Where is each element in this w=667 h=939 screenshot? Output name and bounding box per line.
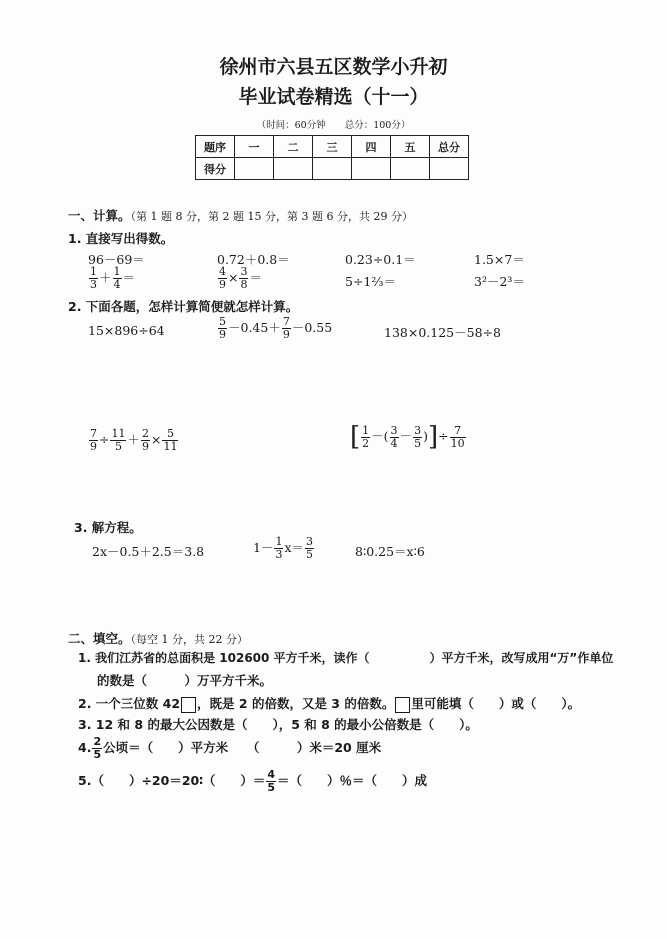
expr-text: －0.45＋ [228,320,281,335]
denominator: 9 [219,278,226,291]
q3-equation-3: 8∶0.25＝x∶6 [355,544,425,559]
denominator: 5 [93,748,102,761]
denominator: 3 [90,278,97,291]
section-1-title: 一、计算。 [68,208,131,223]
fraction [110,428,126,453]
denominator: 9 [282,328,290,341]
fill-text: ，既是 2 的倍数，又是 3 的倍数。 [197,696,395,711]
numerator: 2 [142,427,149,440]
score-table-cell: 得分 [196,158,235,180]
numerator: 5 [162,428,178,441]
numerator: 11 [111,427,126,440]
score-input-cell[interactable] [235,158,274,180]
q3-equation-1: 2x－0.5＋2.5＝3.8 [92,544,205,559]
fraction [92,736,102,761]
fill-text: 5.（ ）÷20＝20∶（ ）＝ [78,773,266,788]
fill-q4 [78,736,381,761]
q3-equation-2 [253,536,315,561]
denominator: 5 [414,436,422,450]
numerator: 4 [219,265,226,278]
fill-q1-line2: 的数是（ ）万平方千米。 [97,673,273,688]
numerator: 7 [450,425,466,438]
fraction [239,266,248,291]
expr-text: － [399,428,413,444]
fill-q2 [78,694,580,713]
numerator: 5 [219,315,226,328]
score-table-cell: 一 [235,136,274,158]
numerator: 3 [414,423,422,437]
expr-text: 1－ [253,540,274,555]
q2-expr-2 [217,316,332,341]
numerator: 7 [90,427,97,440]
denominator: 5 [114,440,122,453]
denominator: 10 [450,436,465,450]
operator: × [228,270,239,285]
operator: ＋ [99,270,112,285]
page-title: 徐州市六县五区数学小升初 [219,56,448,78]
q2-expr-4 [88,428,179,453]
numerator: 3 [240,265,248,278]
score-table [195,135,469,180]
expr-text: －( [371,428,389,444]
denominator: 4 [113,278,121,291]
score-input-cell[interactable] [430,158,469,180]
numerator: 1 [275,535,283,548]
operator: ＋ [127,432,140,447]
score-table-cell: 三 [313,136,352,158]
q1-label: 1. 直接写出得数。 [68,231,174,246]
numerator: 7 [282,315,290,328]
digit-box[interactable] [395,697,410,713]
fraction [89,266,98,291]
fraction [266,769,276,794]
fill-q5 [78,769,427,794]
numerator: 3 [390,423,398,437]
fill-text: ＝（ ）％＝（ ）成 [277,773,428,788]
fill-text: 4. [78,740,92,755]
section-2-title: 二、填空。 [68,631,131,646]
fraction [89,428,98,453]
fraction [413,425,422,450]
score-table-cell: 四 [352,136,391,158]
denominator: 3 [275,548,283,561]
fill-text: 公顷＝（ ）平方米 （ ）米＝20 厘米 [103,740,382,755]
q1-item: 0.23÷0.1＝ [345,252,416,267]
numerator: 1 [113,265,121,278]
numerator: 1 [90,265,97,278]
denominator: 5 [267,781,276,794]
denominator: 9 [219,328,226,341]
operator: × [151,432,162,447]
q1-item: 0.72＋0.8＝ [217,252,290,267]
denominator: 2 [362,436,370,450]
score-table-header-row [196,136,469,158]
fraction [361,425,370,450]
page-subtitle: 毕业试卷精选（十一） [238,86,429,108]
section-2-note: （每空 1 分，共 22 分） [130,633,248,646]
left-bracket: [ [350,422,361,452]
score-table-cell: 题序 [196,136,235,158]
q1-item-fraction-sum [88,266,135,291]
numerator: 3 [306,535,314,548]
score-input-cell[interactable] [391,158,430,180]
q2-expr-1: 15×896÷64 [88,323,165,338]
exam-info: （时间：60分钟 总分：100分） [256,120,411,131]
section-2-heading [68,629,248,647]
fill-text: 里可能填（ ）或（ ）。 [411,696,581,711]
q1-item: 5÷1⅔＝ [345,274,396,289]
numerator: 1 [362,423,370,437]
fraction [390,425,399,450]
denominator: 4 [390,436,398,450]
q2-label: 2. 下面各题，怎样计算简便就怎样计算。 [68,299,299,314]
fraction [450,425,466,450]
score-table-cell: 五 [391,136,430,158]
q1-item: 96－69＝ [88,252,145,267]
operator: ÷ [99,432,110,447]
numerator: 2 [93,735,102,748]
q2-expr-5 [350,422,467,452]
denominator: 9 [142,440,149,453]
score-table-cell: 二 [274,136,313,158]
fraction [305,536,314,561]
fraction [218,316,227,341]
denominator: 5 [306,548,314,561]
denominator: 9 [90,440,97,453]
q1-item-fraction-product [217,266,262,291]
expr-text: x＝ [284,540,305,555]
score-input-cell[interactable] [313,158,352,180]
score-input-cell[interactable] [352,158,391,180]
score-table-cell: 总分 [430,136,469,158]
numerator: 4 [267,768,276,781]
expr-text: ) [423,428,428,444]
q1-item: 1.5×7＝ [474,252,525,267]
denominator: 11 [163,440,178,453]
score-input-cell[interactable] [274,158,313,180]
fill-q3: 3. 12 和 8 的最大公因数是（ ），5 和 8 的最小公倍数是（ ）。 [78,717,478,732]
fraction [218,266,227,291]
fill-q1-line1: 1. 我们江苏省的总面积是 102600 平方千米，读作（ ）平方千米，改写成用“万”作单位 [78,651,614,665]
q1-item: 3²－2³＝ [474,274,525,289]
fraction [282,316,291,341]
fraction [141,428,150,453]
equals: ＝ [249,270,262,285]
score-table-score-row [196,158,469,180]
section-1-note: （第 1 题 8 分，第 2 题 15 分，第 3 题 6 分，共 29 分） [130,210,413,223]
q3-label: 3. 解方程。 [74,520,142,535]
section-1-heading [68,206,413,224]
fill-text: 2. 一个三位数 42 [78,696,181,711]
q2-expr-3: 138×0.125－58÷8 [384,325,501,340]
fraction [274,536,283,561]
fraction [162,428,178,453]
expr-text: －0.55 [291,320,333,335]
fraction [113,266,122,291]
right-bracket: ] [427,422,439,452]
operator: ÷ [438,428,449,444]
equals: ＝ [122,270,136,285]
denominator: 8 [240,278,248,291]
digit-box[interactable] [181,697,196,713]
